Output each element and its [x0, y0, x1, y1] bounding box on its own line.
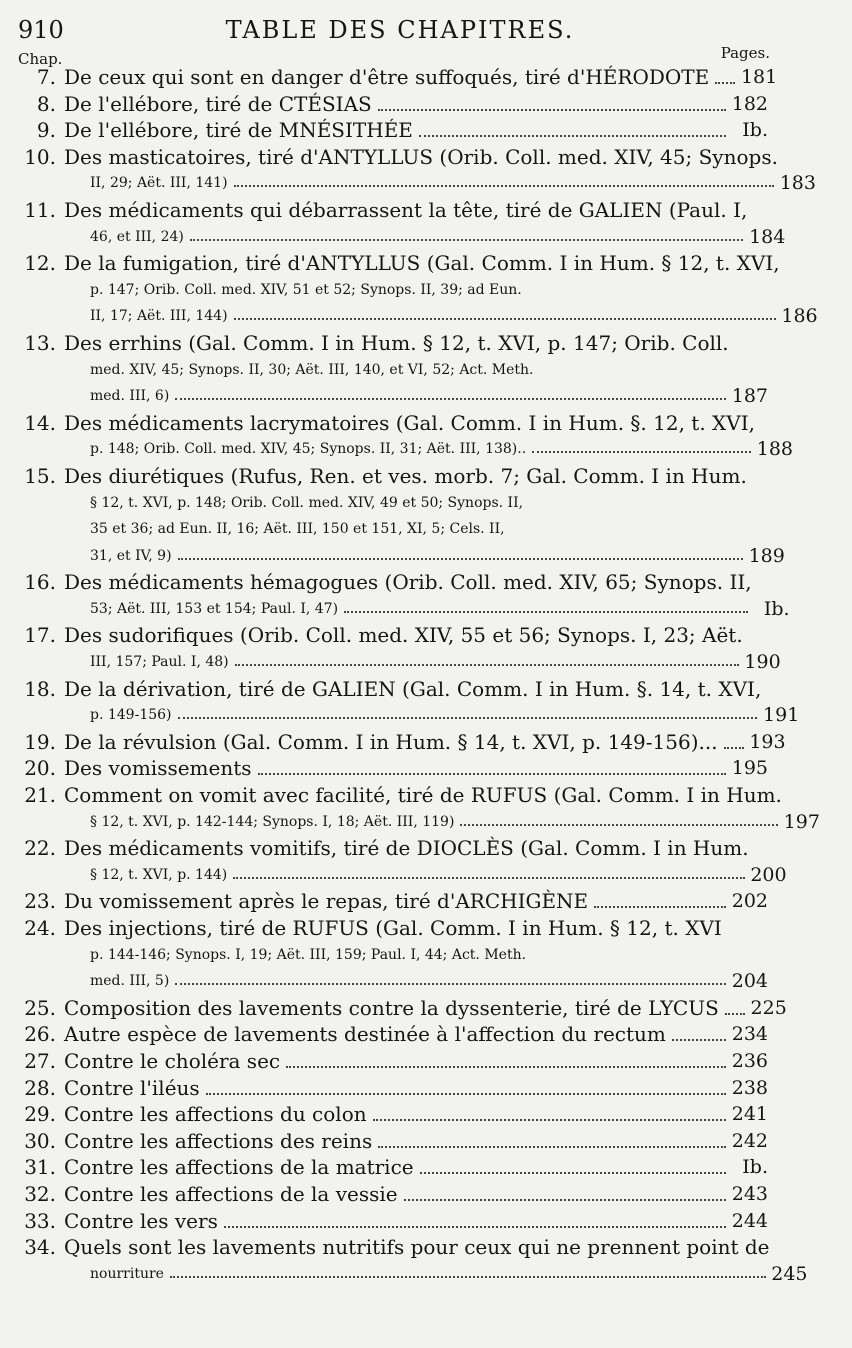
page-reference: 188 — [756, 438, 793, 461]
chapter-entry — [0, 410, 800, 463]
chapter-title — [64, 1128, 730, 1155]
chapter-number: 22. — [24, 836, 56, 861]
page-reference: 204 — [731, 970, 768, 993]
chapter-title-text: Contre l'iléus — [64, 1075, 200, 1100]
chapter-title-text: med. III, 5) — [90, 973, 170, 990]
chapter-entry — [0, 888, 800, 915]
chapter-title — [64, 1208, 730, 1235]
chapter-title-text: med. XIV, 45; Synops. II, 30; Aët. III, 140, et VI, 52; Act. Meth. — [90, 361, 534, 378]
dot-leader — [206, 1093, 726, 1095]
chapter-title-line — [64, 1128, 730, 1155]
chapter-title — [64, 915, 730, 995]
chapter-title-line — [64, 888, 730, 915]
chapter-title — [64, 995, 749, 1022]
chapter-title-text: med. III, 6) — [90, 388, 170, 405]
chapter-title-line — [64, 1261, 770, 1288]
chapter-title — [64, 330, 730, 410]
chapter-entry — [0, 463, 800, 569]
page-reference: 236 — [731, 1049, 768, 1072]
dot-leader — [234, 185, 774, 187]
chap-column-header: Chap. — [18, 50, 63, 68]
dot-leader — [532, 451, 751, 453]
chapter-entry — [0, 1128, 800, 1155]
chapter-number: 9. — [36, 118, 56, 143]
chapter-number: 24. — [24, 916, 56, 940]
chapter-title-line — [64, 330, 730, 357]
chapter-title-text: Des diurétiques (Rufus, Ren. et ves. morb. 7; Gal. Comm. I in Hum. — [64, 463, 747, 488]
chapter-entry — [0, 835, 800, 888]
dot-leader — [175, 398, 726, 400]
pages-column-header: Pages. — [720, 44, 770, 62]
chapter-title-line — [64, 755, 730, 782]
chapter-title-line — [64, 383, 730, 410]
dot-leader — [170, 1276, 766, 1278]
dot-leader — [224, 1226, 726, 1228]
dot-leader — [378, 1146, 726, 1148]
chapter-title — [64, 1234, 770, 1287]
page-reference: 189 — [748, 544, 785, 567]
page-reference: 181 — [740, 66, 778, 88]
chapter-title-line — [64, 197, 747, 224]
chapter-number: 26. — [24, 1022, 56, 1047]
dot-leader — [594, 906, 726, 908]
chapter-title-text: Des errhins (Gal. Comm. I in Hum. § 12, t. XVI, p. 147; Orib. Coll. — [64, 330, 729, 355]
page-reference: Ib. — [742, 119, 768, 142]
chapter-title-line — [64, 117, 730, 144]
chapter-entry — [0, 117, 800, 144]
chapter-number: 19. — [24, 729, 56, 754]
dot-leader — [373, 1119, 726, 1121]
chapter-title-line — [64, 436, 755, 463]
chapter-title-text: Des injections, tiré de RUFUS (Gal. Comm. I in Hum. § 12, t. XVI — [64, 916, 722, 940]
page-reference: 195 — [731, 757, 768, 780]
chapter-title-text: 31, et IV, 9) — [90, 547, 172, 564]
chapter-entry — [0, 782, 820, 835]
chapter-title-text: Contre les affections des reins — [64, 1128, 373, 1153]
chapter-title-line — [64, 1234, 770, 1261]
chapter-entry — [0, 1154, 800, 1181]
chapter-title — [64, 835, 749, 888]
page-reference: 190 — [744, 651, 781, 674]
chapter-title-line — [64, 1208, 730, 1235]
chapter-title-line — [64, 915, 730, 942]
chapter-title — [64, 755, 730, 782]
chapter-title-line — [64, 596, 752, 623]
chapter-title-line — [64, 649, 743, 676]
chapter-title-line — [64, 676, 761, 703]
chapter-entry — [0, 729, 800, 756]
page-reference: 244 — [731, 1209, 768, 1232]
chapter-title-text: p. 147; Orib. Coll. med. XIV, 51 et 52; Synops. II, 39; ad Eun. — [90, 281, 522, 298]
chapter-title-text: Du vomissement après le repas, tiré d'ARCHIGÈNE — [64, 889, 589, 914]
chapter-title-line — [64, 968, 730, 995]
chapter-entry — [0, 1075, 800, 1102]
chapter-entry — [0, 64, 800, 91]
dot-leader — [724, 747, 744, 749]
chapter-number: 11. — [24, 197, 56, 222]
chapter-title — [64, 782, 782, 835]
dot-leader — [286, 1066, 726, 1068]
chapter-title-line — [64, 303, 780, 330]
chapter-title — [64, 1181, 730, 1208]
chapter-title-text: Contre les vers — [64, 1208, 218, 1233]
page-reference: 243 — [731, 1182, 768, 1205]
chapter-title-line — [64, 516, 747, 543]
page-number: 910 — [18, 16, 64, 44]
chapter-title-line — [64, 410, 755, 437]
chapter-title-line — [64, 809, 782, 836]
page-reference: 245 — [771, 1262, 808, 1285]
dot-leader — [233, 877, 744, 879]
page-reference: 200 — [750, 863, 787, 886]
page-reference: 182 — [731, 92, 768, 115]
chapter-title-line — [64, 463, 747, 490]
chapter-title-text: p. 144-146; Synops. I, 19; Aët. III, 159; Paul. I, 44; Act. Meth. — [90, 946, 527, 963]
chapter-number: 34. — [24, 1235, 56, 1260]
chapter-title-line — [64, 1048, 730, 1075]
chapter-title-line — [64, 702, 761, 729]
chapter-title-text: Contre les affections du colon — [64, 1102, 367, 1127]
chapter-title-line — [64, 1021, 730, 1048]
chapter-number: 20. — [24, 756, 56, 781]
chapter-entry — [0, 915, 800, 995]
page-reference: 202 — [731, 890, 768, 913]
chapter-title-text: III, 157; Paul. I, 48) — [90, 654, 229, 671]
chapter-title — [64, 569, 752, 622]
dot-leader — [460, 824, 778, 826]
page-reference: 184 — [749, 225, 786, 248]
chapter-title — [64, 888, 730, 915]
chapter-title-line — [64, 543, 747, 570]
dot-leader — [344, 611, 748, 613]
chapter-title-text: Des médicaments vomitifs, tiré de DIOCLÈS (Gal. Comm. I in Hum. — [64, 836, 749, 861]
dot-leader — [672, 1039, 726, 1041]
chapter-number: 8. — [36, 91, 56, 116]
chapter-title — [64, 1021, 730, 1048]
running-title: TABLE DES CHAPITRES. — [225, 16, 575, 44]
chapter-title-line — [64, 1181, 730, 1208]
chapter-title-line — [64, 729, 748, 756]
chapter-entry — [0, 330, 800, 410]
dot-leader — [378, 109, 726, 111]
chapter-title-text: Des médicaments qui débarrassent la tête, tiré de GALIEN (Paul. I, — [64, 197, 748, 222]
page-reference: 242 — [731, 1129, 768, 1152]
chapter-entry — [0, 250, 818, 330]
page-reference: 234 — [731, 1023, 768, 1046]
chapter-title-line — [64, 622, 743, 649]
chapter-number: 18. — [24, 676, 56, 701]
chapter-title-text: Des masticatoires, tiré d'ANTYLLUS (Orib. Coll. med. XIV, 45; Synops. — [64, 144, 778, 169]
chapter-number: 31. — [24, 1155, 56, 1180]
chapter-title-text: § 12, t. XVI, p. 148; Orib. Coll. med. XIV, 49 et 50; Synops. II, — [90, 494, 524, 511]
dot-leader — [178, 717, 758, 719]
chapter-title-line — [64, 569, 752, 596]
page-reference: 186 — [781, 305, 818, 328]
page-reference: 238 — [731, 1076, 768, 1099]
chapter-number: 33. — [24, 1208, 56, 1233]
chapter-title-text: Composition des lavements contre la dyssenterie, tiré de LYCUS — [64, 995, 719, 1020]
chapter-title — [64, 463, 747, 569]
chapter-title-text: p. 149-156) — [90, 707, 172, 724]
chapter-list — [0, 64, 820, 1287]
chapter-number: 12. — [24, 251, 56, 276]
chapter-number: 10. — [24, 144, 56, 169]
chapter-title-text: De l'ellébore, tiré de MNÉSITHÉE — [64, 118, 413, 143]
chapter-entry — [0, 91, 800, 118]
chapter-entry — [0, 569, 800, 622]
chapter-number: 30. — [24, 1128, 56, 1153]
chapter-title-text: De l'ellébore, tiré de CTÉSIAS — [64, 91, 372, 116]
chapter-title — [64, 1075, 730, 1102]
chapter-title-text: Contre le choléra sec — [64, 1048, 281, 1073]
chapter-title-line — [64, 835, 749, 862]
chapter-number: 27. — [24, 1048, 56, 1073]
chapter-number: 14. — [24, 410, 56, 435]
chapter-entry — [0, 1101, 800, 1128]
chapter-title-line — [64, 490, 747, 517]
chapter-title-line — [64, 277, 780, 304]
chapter-number: 23. — [24, 889, 56, 914]
chapter-title-line — [64, 170, 778, 197]
chapter-title-line — [64, 224, 747, 251]
page-reference: 241 — [731, 1103, 768, 1126]
chapter-title-line — [64, 250, 780, 277]
page-reference: 193 — [749, 730, 786, 753]
chapter-title-line — [64, 64, 739, 91]
chapter-title-line — [64, 1075, 730, 1102]
chapter-title-line — [64, 91, 730, 118]
chapter-title-text: Contre les affections de la matrice — [64, 1155, 414, 1180]
chapter-title-text: Comment on vomit avec facilité, tiré de RUFUS (Gal. Comm. I in Hum. — [64, 783, 782, 808]
chapter-entry — [0, 755, 800, 782]
chapter-title-line — [64, 1101, 730, 1128]
chapter-title-text: De la dérivation, tiré de GALIEN (Gal. Comm. I in Hum. §. 14, t. XVI, — [64, 676, 762, 701]
chapter-number: 15. — [24, 463, 56, 488]
chapter-title-text: § 12, t. XVI, p. 144) — [90, 866, 228, 883]
chapter-title-text: 53; Aët. III, 153 et 154; Paul. I, 47) — [90, 600, 339, 617]
chapter-title-line — [64, 862, 749, 889]
chapter-title-line — [64, 782, 782, 809]
chapter-title-text: Des sudorifiques (Orib. Coll. med. XIV, 55 et 56; Synops. I, 23; Aët. — [64, 623, 743, 648]
chapter-number: 32. — [24, 1181, 56, 1206]
chapter-number: 16. — [24, 570, 56, 595]
dot-leader — [190, 239, 744, 241]
chapter-title-line — [64, 1154, 730, 1181]
chapter-title-text: p. 148; Orib. Coll. med. XIV, 45; Synops. II, 31; Aët. III, 138).. — [90, 441, 527, 458]
page-reference: 187 — [731, 385, 768, 408]
chapter-title-text: De ceux qui sont en danger d'être suffoqués, tiré d'HÉRODOTE — [64, 65, 710, 89]
dot-leader — [178, 558, 743, 560]
chapter-number: 21. — [24, 783, 56, 808]
page-reference: Ib. — [742, 1156, 768, 1179]
chapter-title — [64, 622, 743, 675]
chapter-entry — [0, 1021, 800, 1048]
chapter-entry — [0, 1234, 808, 1287]
chapter-title-line — [64, 995, 749, 1022]
dot-leader — [725, 1013, 745, 1015]
chapter-title-text: Des médicaments lacrymatoires (Gal. Comm. I in Hum. §. 12, t. XVI, — [64, 410, 755, 435]
chapter-entry — [0, 1181, 800, 1208]
chapter-title-text: 46, et III, 24) — [90, 228, 184, 245]
chapter-title — [64, 117, 730, 144]
chapter-number: 25. — [24, 995, 56, 1020]
chapter-title-text: De la révulsion (Gal. Comm. I in Hum. § 14, t. XVI, p. 149-156)... — [64, 729, 718, 754]
dot-leader — [419, 135, 726, 137]
chapter-title-line — [64, 942, 730, 969]
chapter-title — [64, 91, 730, 118]
dot-leader — [175, 983, 726, 985]
dot-leader — [258, 773, 726, 775]
chapter-entry — [0, 1048, 800, 1075]
chapter-entry — [0, 1208, 800, 1235]
chapter-title — [64, 144, 778, 197]
chapter-title-text: De la fumigation, tiré d'ANTYLLUS (Gal. Comm. I in Hum. § 12, t. XVI, — [64, 251, 780, 276]
chapter-title-text: Quels sont les lavements nutritifs pour ceux qui ne prennent point de — [64, 1235, 770, 1260]
chapter-entry — [0, 995, 800, 1022]
chapter-title-text: Autre espèce de lavements destinée à l'affection du rectum — [64, 1022, 666, 1047]
chapter-title — [64, 1048, 730, 1075]
chapter-number: 7. — [36, 65, 56, 89]
dot-leader — [404, 1199, 726, 1201]
page-reference: 225 — [750, 996, 787, 1019]
chapter-title-text: II, 17; Aët. III, 144) — [90, 308, 228, 325]
dot-leader — [234, 318, 776, 320]
page-reference: 191 — [763, 704, 800, 727]
dot-leader — [420, 1172, 726, 1174]
chapter-number: 17. — [24, 623, 56, 648]
chapter-title — [64, 1154, 730, 1181]
chapter-title-line — [64, 357, 730, 384]
chapter-title — [64, 410, 755, 463]
chapter-number: 28. — [24, 1075, 56, 1100]
chapter-title-text: § 12, t. XVI, p. 142-144; Synops. I, 18; Aët. III, 119) — [90, 813, 455, 830]
chapter-title-text: Des vomissements — [64, 756, 252, 781]
chapter-title-text: 35 et 36; ad Eun. II, 16; Aët. III, 150 et 151, XI, 5; Cels. II, — [90, 521, 505, 538]
dot-leader — [715, 82, 735, 84]
chapter-number: 13. — [24, 330, 56, 355]
page-reference: Ib. — [763, 597, 790, 620]
page-reference: 197 — [783, 810, 820, 833]
chapter-entry — [0, 676, 800, 729]
chapter-title — [64, 676, 761, 729]
chapter-title-text: II, 29; Aët. III, 141) — [90, 175, 228, 192]
chapter-entry — [0, 622, 800, 675]
chapter-title-text: Contre les affections de la vessie — [64, 1181, 398, 1206]
chapter-entry — [0, 197, 800, 250]
chapter-number: 29. — [24, 1102, 56, 1127]
chapter-title — [64, 197, 747, 250]
dot-leader — [235, 664, 739, 666]
chapter-title — [64, 64, 739, 91]
chapter-title-text: Des médicaments hémagogues (Orib. Coll. med. XIV, 65; Synops. II, — [64, 570, 752, 595]
page-reference: 183 — [779, 172, 816, 195]
chapter-title-line — [64, 144, 778, 171]
chapter-entry — [0, 144, 816, 197]
chapter-title — [64, 250, 780, 330]
chapter-title-text: nourriture — [90, 1265, 164, 1282]
chapter-title — [64, 1101, 730, 1128]
chapter-title — [64, 729, 748, 756]
